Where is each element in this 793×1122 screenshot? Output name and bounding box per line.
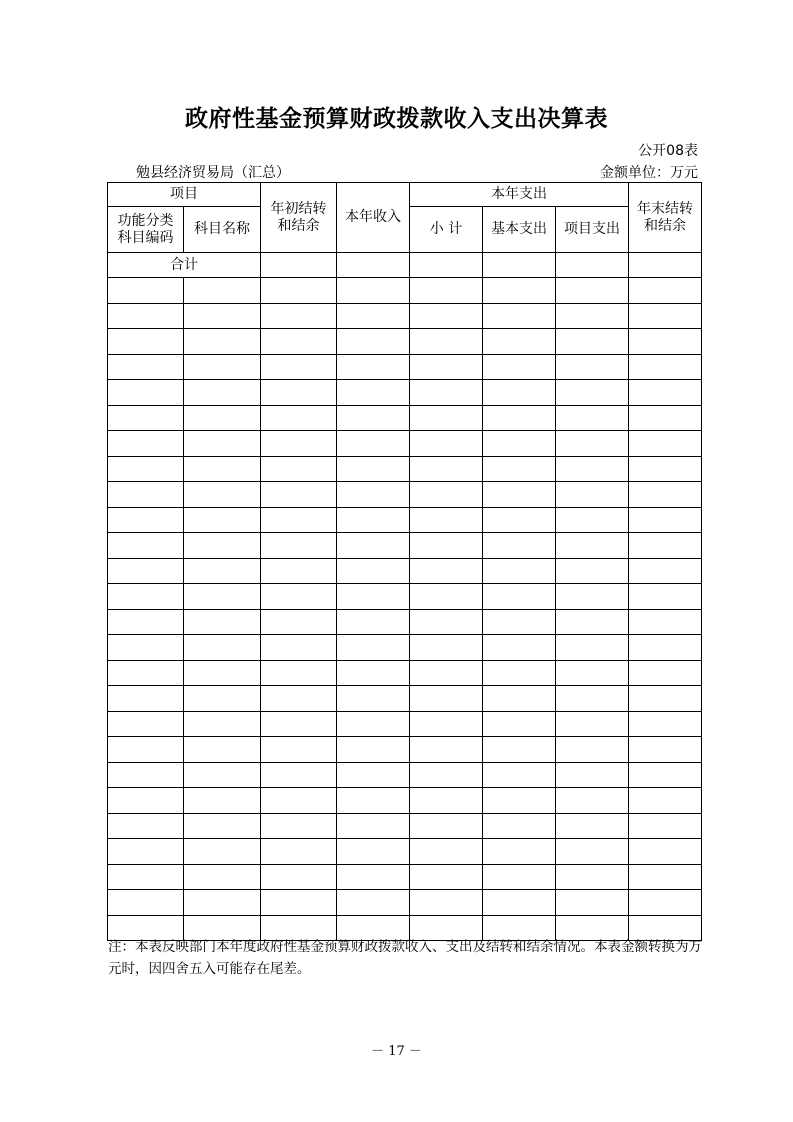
table-cell xyxy=(184,354,261,380)
table-cell xyxy=(483,737,556,763)
table-row xyxy=(108,864,702,890)
table-cell xyxy=(629,431,702,457)
table-cell xyxy=(184,609,261,635)
table-cell xyxy=(337,890,410,916)
table-cell xyxy=(108,711,184,737)
total-cell xyxy=(337,253,410,278)
table-cell xyxy=(483,609,556,635)
table-cell xyxy=(108,864,184,890)
table-row xyxy=(108,711,702,737)
table-cell xyxy=(261,635,337,661)
table-cell xyxy=(410,864,483,890)
table-cell xyxy=(108,303,184,329)
table-cell xyxy=(410,609,483,635)
table-cell xyxy=(261,584,337,610)
table-cell xyxy=(629,864,702,890)
table-cell xyxy=(483,507,556,533)
table-row xyxy=(108,380,702,406)
table-cell xyxy=(556,711,629,737)
table-cell xyxy=(108,405,184,431)
table-cell xyxy=(629,711,702,737)
header-func-code xyxy=(108,207,184,253)
table-cell xyxy=(410,660,483,686)
table-cell xyxy=(410,711,483,737)
table-row xyxy=(108,405,702,431)
table-cell xyxy=(410,278,483,304)
table-cell xyxy=(556,303,629,329)
table-cell xyxy=(410,737,483,763)
table-cell xyxy=(483,864,556,890)
table-cell xyxy=(483,456,556,482)
table-cell xyxy=(261,456,337,482)
table-row xyxy=(108,839,702,865)
header-end-balance-text: 年末结转和结余 xyxy=(637,200,693,234)
table-cell xyxy=(629,890,702,916)
table-cell xyxy=(184,762,261,788)
table-row xyxy=(108,660,702,686)
total-cell xyxy=(483,253,556,278)
table-cell xyxy=(629,762,702,788)
table-cell xyxy=(410,507,483,533)
page-title: 政府性基金预算财政拨款收入支出决算表 xyxy=(185,106,608,132)
table-cell xyxy=(337,839,410,865)
table-cell xyxy=(410,890,483,916)
table-cell xyxy=(337,533,410,559)
table-cell xyxy=(629,609,702,635)
table-cell xyxy=(483,533,556,559)
table-cell xyxy=(629,660,702,686)
table-cell xyxy=(337,405,410,431)
table-cell xyxy=(410,354,483,380)
table-row xyxy=(108,482,702,508)
table-cell xyxy=(108,482,184,508)
table-cell xyxy=(410,329,483,355)
total-cell xyxy=(556,253,629,278)
table-cell xyxy=(556,354,629,380)
table-cell xyxy=(337,762,410,788)
table-cell xyxy=(556,558,629,584)
table-cell xyxy=(261,839,337,865)
table-cell xyxy=(483,584,556,610)
table-cell xyxy=(261,354,337,380)
table-cell xyxy=(108,609,184,635)
table-cell xyxy=(184,558,261,584)
table-row xyxy=(108,890,702,916)
table-cell xyxy=(184,737,261,763)
header-begin-balance-text: 年初结转和结余 xyxy=(270,200,327,234)
table-cell xyxy=(410,558,483,584)
table-cell xyxy=(108,533,184,559)
table-cell xyxy=(337,354,410,380)
table-cell xyxy=(629,456,702,482)
table-row xyxy=(108,456,702,482)
table-cell xyxy=(184,507,261,533)
table-cell xyxy=(337,482,410,508)
table-cell xyxy=(184,456,261,482)
table-cell xyxy=(410,431,483,457)
table-row xyxy=(108,507,702,533)
table-cell xyxy=(410,635,483,661)
table-cell xyxy=(483,686,556,712)
table-row xyxy=(108,635,702,661)
table-row xyxy=(108,686,702,712)
table-cell xyxy=(556,278,629,304)
table-cell xyxy=(337,711,410,737)
table-row xyxy=(108,609,702,635)
table-cell xyxy=(261,405,337,431)
table-cell xyxy=(261,609,337,635)
table-cell xyxy=(629,507,702,533)
table-cell xyxy=(261,431,337,457)
table-cell xyxy=(184,813,261,839)
header-row-1 xyxy=(108,183,702,207)
table-cell xyxy=(556,686,629,712)
table-row xyxy=(108,329,702,355)
table-row xyxy=(108,584,702,610)
table-cell xyxy=(261,711,337,737)
table-cell xyxy=(261,813,337,839)
table-cell xyxy=(556,507,629,533)
table-cell xyxy=(483,354,556,380)
unit-row xyxy=(108,162,700,182)
table-cell xyxy=(483,890,556,916)
table-cell xyxy=(629,686,702,712)
table-cell xyxy=(410,584,483,610)
table-row xyxy=(108,558,702,584)
table-cell xyxy=(184,278,261,304)
table-cell xyxy=(410,762,483,788)
table-cell xyxy=(483,482,556,508)
table-cell xyxy=(261,482,337,508)
table-cell xyxy=(184,431,261,457)
header-expense: 本年支出 xyxy=(410,183,629,207)
table-cell xyxy=(556,890,629,916)
table-cell xyxy=(108,278,184,304)
table-cell xyxy=(261,533,337,559)
table-cell xyxy=(629,558,702,584)
header-end-balance xyxy=(629,183,702,253)
table-cell xyxy=(629,278,702,304)
table-cell xyxy=(556,329,629,355)
table-cell xyxy=(629,533,702,559)
table-cell xyxy=(556,813,629,839)
table-cell xyxy=(261,788,337,814)
table-cell xyxy=(108,584,184,610)
table-cell xyxy=(108,762,184,788)
table-cell xyxy=(184,380,261,406)
table-cell xyxy=(556,533,629,559)
table-cell xyxy=(483,558,556,584)
table-cell xyxy=(483,303,556,329)
table-cell xyxy=(556,839,629,865)
table-cell xyxy=(184,788,261,814)
table-cell xyxy=(629,737,702,763)
table-cell xyxy=(337,635,410,661)
table-cell xyxy=(410,380,483,406)
total-cell xyxy=(410,253,483,278)
table-cell xyxy=(556,660,629,686)
table-cell xyxy=(184,329,261,355)
table-cell xyxy=(483,711,556,737)
table-row xyxy=(108,431,702,457)
table-cell xyxy=(108,839,184,865)
table-cell xyxy=(337,864,410,890)
table-cell xyxy=(108,890,184,916)
table-cell xyxy=(261,303,337,329)
table-cell xyxy=(184,584,261,610)
table-cell xyxy=(483,431,556,457)
table-cell xyxy=(483,788,556,814)
table-cell xyxy=(184,533,261,559)
table-cell xyxy=(410,405,483,431)
form-number: 公开08表 xyxy=(638,143,698,159)
table-cell xyxy=(629,584,702,610)
table-cell xyxy=(108,660,184,686)
table-cell xyxy=(629,329,702,355)
table-cell xyxy=(629,405,702,431)
table-cell xyxy=(556,737,629,763)
table-cell xyxy=(337,686,410,712)
table-cell xyxy=(337,609,410,635)
table-cell xyxy=(184,839,261,865)
table-row xyxy=(108,354,702,380)
table-cell xyxy=(108,635,184,661)
table-cell xyxy=(184,482,261,508)
total-row xyxy=(108,253,702,278)
table-cell xyxy=(556,788,629,814)
header-income: 本年收入 xyxy=(337,183,410,253)
table-cell xyxy=(483,813,556,839)
table-cell xyxy=(108,558,184,584)
table-cell xyxy=(629,839,702,865)
table-cell xyxy=(483,329,556,355)
table-cell xyxy=(337,788,410,814)
table-cell xyxy=(261,329,337,355)
table-cell xyxy=(556,864,629,890)
table-cell xyxy=(556,609,629,635)
table-cell xyxy=(261,762,337,788)
table-cell xyxy=(184,864,261,890)
table-cell xyxy=(261,890,337,916)
table-cell xyxy=(184,303,261,329)
budget-table xyxy=(107,182,702,941)
table-cell xyxy=(483,839,556,865)
table-cell xyxy=(483,405,556,431)
table-cell xyxy=(410,482,483,508)
table-cell xyxy=(556,635,629,661)
table-cell xyxy=(108,456,184,482)
header-subtotal: 小 计 xyxy=(410,207,483,253)
table-cell xyxy=(184,711,261,737)
table-cell xyxy=(337,303,410,329)
table-cell xyxy=(337,660,410,686)
table-row xyxy=(108,762,702,788)
table-cell xyxy=(261,686,337,712)
table-cell xyxy=(108,686,184,712)
table-cell xyxy=(108,813,184,839)
total-label: 合计 xyxy=(108,253,261,278)
table-cell xyxy=(337,431,410,457)
page-number: － 17 － xyxy=(371,1044,422,1059)
table-cell xyxy=(108,507,184,533)
table-cell xyxy=(556,584,629,610)
table-row xyxy=(108,788,702,814)
header-subject-name: 科目名称 xyxy=(184,207,261,253)
header-basic-expense: 基本支出 xyxy=(483,207,556,253)
table-cell xyxy=(556,456,629,482)
table-cell xyxy=(337,278,410,304)
table-cell xyxy=(184,660,261,686)
table-cell xyxy=(556,405,629,431)
table-cell xyxy=(410,456,483,482)
table-cell xyxy=(629,635,702,661)
table-cell xyxy=(629,813,702,839)
table-cell xyxy=(184,686,261,712)
table-cell xyxy=(337,813,410,839)
table-cell xyxy=(108,431,184,457)
header-project-expense: 项目支出 xyxy=(556,207,629,253)
table-cell xyxy=(410,533,483,559)
table-cell xyxy=(483,762,556,788)
table-row xyxy=(108,278,702,304)
table-cell xyxy=(108,329,184,355)
table-cell xyxy=(108,380,184,406)
table-cell xyxy=(184,635,261,661)
table-cell xyxy=(108,737,184,763)
amount-unit: 金额单位：万元 xyxy=(600,165,698,181)
table-cell xyxy=(410,686,483,712)
table-cell xyxy=(261,380,337,406)
table-cell xyxy=(261,558,337,584)
table-cell xyxy=(629,482,702,508)
table-cell xyxy=(184,405,261,431)
table-cell xyxy=(261,737,337,763)
footnote: 注：本表反映部门本年度政府性基金预算财政拨款收入、支出及结转和结余情况。本表金额转换为万元时，因四舍五入可能存在尾差。 xyxy=(108,939,702,977)
table-cell xyxy=(483,278,556,304)
table-cell xyxy=(261,278,337,304)
table-row xyxy=(108,303,702,329)
table-cell xyxy=(556,762,629,788)
table-cell xyxy=(410,813,483,839)
table-cell xyxy=(629,354,702,380)
total-cell xyxy=(261,253,337,278)
table-cell xyxy=(337,737,410,763)
table-cell xyxy=(337,329,410,355)
table-cell xyxy=(629,380,702,406)
table-cell xyxy=(337,507,410,533)
table-cell xyxy=(261,660,337,686)
table-cell xyxy=(556,431,629,457)
table-cell xyxy=(337,584,410,610)
table-row xyxy=(108,533,702,559)
table-cell xyxy=(261,864,337,890)
header-begin-balance xyxy=(261,183,337,253)
table-cell xyxy=(629,303,702,329)
table-cell xyxy=(337,380,410,406)
table-cell xyxy=(629,788,702,814)
table-row xyxy=(108,813,702,839)
table-cell xyxy=(556,380,629,406)
table-cell xyxy=(108,788,184,814)
table-cell xyxy=(184,890,261,916)
table-row xyxy=(108,737,702,763)
table-cell xyxy=(261,507,337,533)
table-cell xyxy=(410,788,483,814)
table-cell xyxy=(483,660,556,686)
header-project: 项目 xyxy=(108,183,261,207)
unit-name: 勉县经济贸易局（汇总） xyxy=(136,165,290,181)
total-cell xyxy=(629,253,702,278)
header-func-code-text: 功能分类科目编码 xyxy=(117,212,174,246)
table-cell xyxy=(556,482,629,508)
table-cell xyxy=(410,303,483,329)
table-cell xyxy=(108,354,184,380)
table-cell xyxy=(483,635,556,661)
table-cell xyxy=(410,839,483,865)
table-cell xyxy=(337,456,410,482)
table-cell xyxy=(337,558,410,584)
table-cell xyxy=(483,380,556,406)
